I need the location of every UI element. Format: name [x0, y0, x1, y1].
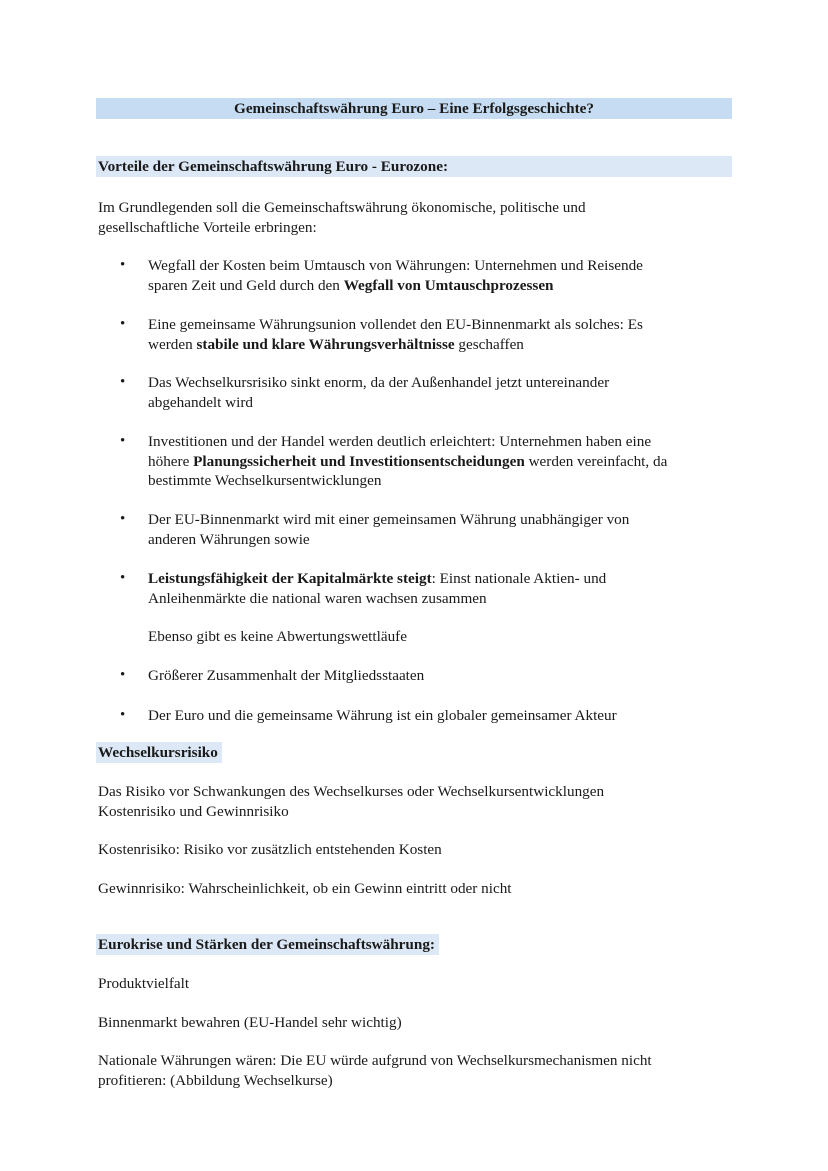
paragraph: Kostenrisiko: Risiko vor zusätzlich entstehenden Kosten [98, 841, 442, 858]
bullet-icon: • [120, 374, 126, 390]
list-item-line: Eine gemeinsame Währungsunion vollendet den EU-Binnenmarkt als solches: Es [148, 316, 643, 333]
list-item-line: Der EU-Binnenmarkt wird mit einer gemeinsamen Währung unabhängiger von [148, 511, 630, 528]
list-item-line: werden stabile und klare Währungsverhältnisse geschaffen [148, 335, 524, 353]
bullet-icon: • [120, 511, 126, 527]
list-item-line: Ebenso gibt es keine Abwertungswettläufe [148, 628, 407, 645]
paragraph-line: Nationale Währungen wären: Die EU würde aufgrund von Wechselkursmechanismen nicht [98, 1052, 652, 1069]
bullet-icon: • [120, 707, 126, 723]
paragraph: Produktvielfalt [98, 975, 190, 992]
list-item-line: bestimmte Wechselkursentwicklungen [148, 472, 382, 489]
list-item-line: Der Euro und die gemeinsame Währung ist ein globaler gemeinsamer Akteur [148, 707, 617, 724]
list-item-line: Anleihenmärkte die national waren wachsen zusammen [148, 589, 487, 607]
paragraph [98, 1051, 738, 1090]
intro-line: Im Grundlegenden soll die Gemeinschaftswährung ökonomische, politische und [98, 199, 586, 216]
section-heading-eurokrise: Eurokrise und Stärken der Gemeinschaftswährung: [96, 934, 439, 955]
section-heading-wechselkursrisiko: Wechselkursrisiko [96, 742, 222, 763]
paragraph: Binnenmarkt bewahren (EU-Handel sehr wichtig) [98, 1014, 402, 1031]
list-item-line: Leistungsfähigkeit der Kapitalmärkte steigt: Einst nationale Aktien- und [148, 570, 607, 587]
bullet-icon: • [120, 667, 126, 683]
section-heading-vorteile: Vorteile der Gemeinschaftswährung Euro - Eurozone: [96, 156, 732, 177]
paragraph-line: Kostenrisiko und Gewinnrisiko [98, 802, 289, 820]
bullet-icon: • [120, 433, 126, 449]
list-item-line: anderen Währungen sowie [148, 530, 310, 548]
list-item-line: Größerer Zusammenhalt der Mitgliedsstaaten [148, 667, 425, 684]
bullet-icon: • [120, 316, 126, 332]
paragraph-line: profitieren: (Abbildung Wechselkurse) [98, 1071, 333, 1089]
list-item-line: Investitionen und der Handel werden deutlich erleichtert: Unternehmen haben eine [148, 433, 652, 450]
intro-paragraph [98, 198, 738, 237]
intro-line: gesellschaftliche Vorteile erbringen: [98, 218, 317, 236]
bold-phrase: Planungssicherheit und Investitionsentscheidungen [193, 452, 525, 470]
list-item-line: höhere Planungssicherheit und Investitionsentscheidungen werden vereinfacht, da [148, 452, 668, 470]
bullet-icon: • [120, 570, 126, 586]
list-item-line: sparen Zeit und Geld durch den Wegfall von Umtauschprozessen [148, 276, 554, 294]
bold-phrase: stabile und klare Währungsverhältnisse [196, 335, 455, 353]
list-item-line: abgehandelt wird [148, 393, 254, 411]
bullet-icon: • [120, 257, 126, 273]
paragraph: Gewinnrisiko: Wahrscheinlichkeit, ob ein Gewinn eintritt oder nicht [98, 880, 512, 897]
list-item-line: Das Wechselkursrisiko sinkt enorm, da der Außenhandel jetzt untereinander [148, 374, 610, 391]
bold-phrase: Leistungsfähigkeit der Kapitalmärkte steigt [148, 570, 432, 587]
bold-phrase: Wegfall von Umtauschprozessen [343, 276, 554, 294]
document-title: Gemeinschaftswährung Euro – Eine Erfolgsgeschichte? [96, 98, 732, 119]
list-item-line: Wegfall der Kosten beim Umtausch von Währungen: Unternehmen und Reisende [148, 257, 643, 274]
paragraph-line: Das Risiko vor Schwankungen des Wechselkurses oder Wechselkursentwicklungen [98, 783, 605, 800]
paragraph [98, 782, 738, 821]
